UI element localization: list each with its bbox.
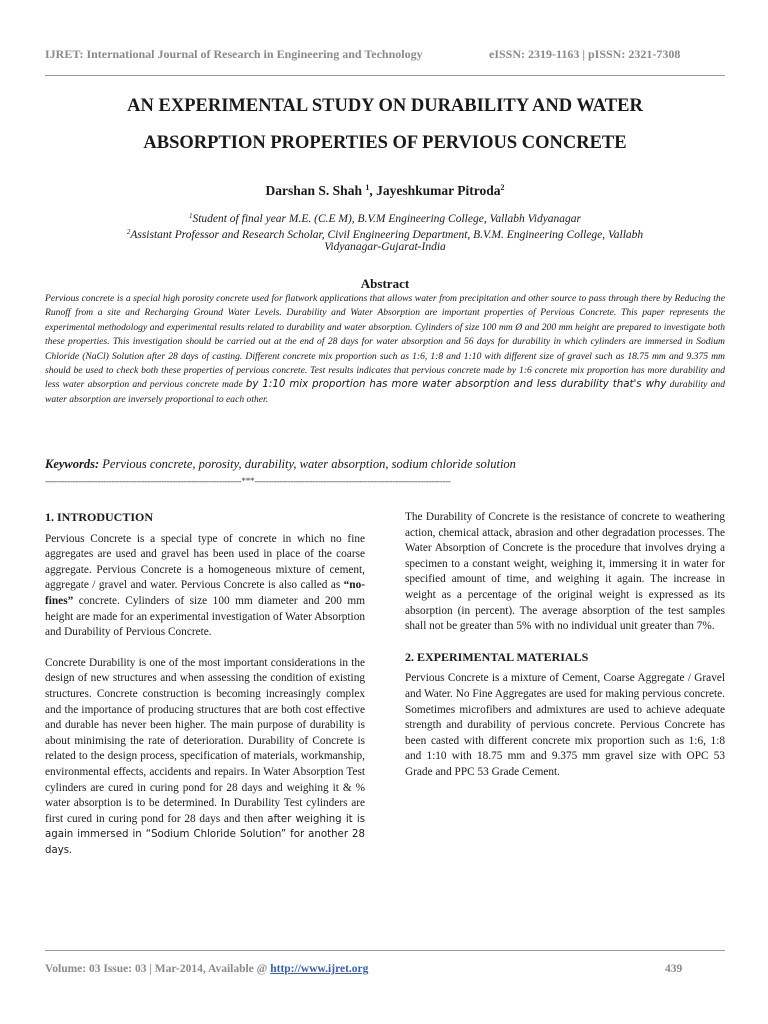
author-list [45, 183, 725, 199]
header-divider [45, 75, 725, 76]
author-1-sup: 1 [365, 183, 370, 192]
keywords [45, 457, 725, 472]
footer-volume-info [45, 963, 368, 975]
p2-text-alt-font: after weighing it is again immersed in “Sodium Chloride Solution” for another 28 days [45, 813, 365, 856]
section-1-paragraph-1 [45, 532, 365, 641]
paper-title-line-1: AN EXPERIMENTAL STUDY ON DURABILITY AND WATER [127, 96, 643, 116]
p2-text-end: . [69, 843, 72, 856]
issn-info: eISSN: 2319-1163 | pISSN: 2321-7308 [489, 47, 681, 61]
p1-text-a: Pervious Concrete is a special type of concrete in which no fine aggregates are used and gravel has been used in place of the coarse aggregate. Pervious Concrete is a homogeneous mixture of cement, aggregate / gravel and water. Pervious Concrete is also called as [45, 532, 365, 592]
keywords-label: Keywords: [45, 457, 100, 471]
footer-volume-text: Volume: 03 Issue: 03 | Mar-2014, Available @ [45, 963, 271, 975]
section-1-paragraph-2 [45, 656, 365, 859]
keywords-text: Pervious concrete, porosity, durability, water absorption, sodium chloride solution [99, 457, 516, 471]
affiliation-1-text: Student of final year M.E. (C.E M), B.V.M Engineering College, Vallabh Vidyanagar [192, 213, 582, 225]
page-number: 439 [665, 963, 683, 975]
p1-text-b: concrete. Cylinders of size 100 mm diameter and 200 mm height are made for an experimental investigation of Water Absorption and Durability of Pervious Concrete. [45, 594, 365, 639]
running-header [45, 47, 725, 63]
section-1-heading: 1. INTRODUCTION [45, 510, 154, 524]
p2-text: Concrete Durability is one of the most important considerations in the design of new structures and when assessing the condition of existing structures. Concrete construction is becoming increasingly complex and the importance of producing structures that are both cost effective and durable has never been higher. The main purpose of durability is about minimising the rate of deterioration. Durability of Concrete is related to the design process, specification of materials, workmanship, environmental effects, accidents and repairs. In Water Absorption Test cylinders are cured in curing pond for 28 days and weighing it & % water absorption is to be determined. In Durability Test cylinders are first cured in curing pond for 28 days and then [45, 656, 365, 825]
abstract-text-end: durability and water absorption are inversely proportional to each other. [45, 379, 725, 405]
affiliation-1-sup: 1 [188, 212, 193, 220]
author-1: Darshan S. Shah [265, 183, 362, 198]
no-fines-term: “no-fines” [45, 579, 365, 607]
right-column [405, 510, 725, 781]
journal-name: IJRET: International Journal of Research in Engineering and Technology [45, 47, 423, 61]
abstract-text: Pervious concrete is a special high porosity concrete used for flatwork applications that allows water from precipitation and other source to pass through there by Reducing the Runoff from a site and Recharging Ground Water Levels. Durability and Water Absorption are important properties of Pervious Concrete. This paper represents the experimental methodology and experimental results related to durability and water absorption. Cylinders of size 100 mm Ø and 200 mm height are prepared to investigate both these properties. This investigation should be carried out at the end of 28 days for water absorption and 56 days for durability in which cylinders are immersed in Sodium Chloride (NaCl) Solution after 28 days of casting. Different concrete mix proportion such as 1:6, 1:8 and 1:10 with different size of gravel such as 18.75 mm and 9.375 mm should be used to check both these properties of pervious concrete. Test results indicates that pervious concrete made by 1:6 concrete mix proportion has more durability and less water absorption and pervious concrete made [45, 293, 725, 391]
affiliation-2-sup: 2 [126, 228, 131, 236]
author-separator: , [369, 183, 377, 198]
left-column [45, 510, 365, 858]
affiliation-2-line-1: Assistant Professor and Research Scholar, Civil Engineering Department, B.V.M. Engineering College, Vallabh [130, 229, 644, 241]
author-2: Jayeshkumar Pitroda [376, 183, 501, 198]
section-separator: -----------------------------------------------------------------------***----------------------------------------------------------------------- [45, 477, 451, 487]
footer-divider [45, 950, 725, 951]
affiliation-2-line-2: Vidyanagar-Gujarat-India [324, 241, 446, 253]
paper-title-line-2: ABSORPTION PROPERTIES OF PERVIOUS CONCRETE [143, 133, 627, 153]
section-2-paragraph-1: Pervious Concrete is a mixture of Cement, Coarse Aggregate / Gravel and Water. No Fine Aggregates are used for making pervious concrete. Sometimes microfibers and admixtures are used to achieve adequate strength and durability of pervious concrete. Pervious Concrete has been casted with different concrete mix proportion such as 1:6, 1:8 and 1:10 with 18.75 mm and 9.375 mm gravel size with OPC 53 Grade and PPC 53 Grade Cement. [405, 672, 725, 778]
journal-link[interactable]: http://www.ijret.org [270, 963, 369, 975]
section-2-heading: 2. EXPERIMENTAL MATERIALS [405, 649, 589, 664]
abstract-body [45, 292, 725, 407]
abstract-heading: Abstract [360, 276, 410, 291]
durability-paragraph: The Durability of Concrete is the resistance of concrete to weathering action, chemical attack, abrasion and other degradation processes. The Water Absorption of Concrete is the procedure that involves drying a specimen to a constant weight, weighing it, immersing it in water for specified amount of time, and weighing it again. The increase in weight as a percentage of the original weight is expressed as its absorption (in percent). The average absorption of the test samples shall not be greater than 5% with no individual unit greater than 7%. [405, 511, 725, 633]
author-2-sup: 2 [500, 183, 505, 192]
abstract-text-alt-font: by 1:10 mix proportion has more water absorption and less durability that's why [245, 379, 667, 391]
